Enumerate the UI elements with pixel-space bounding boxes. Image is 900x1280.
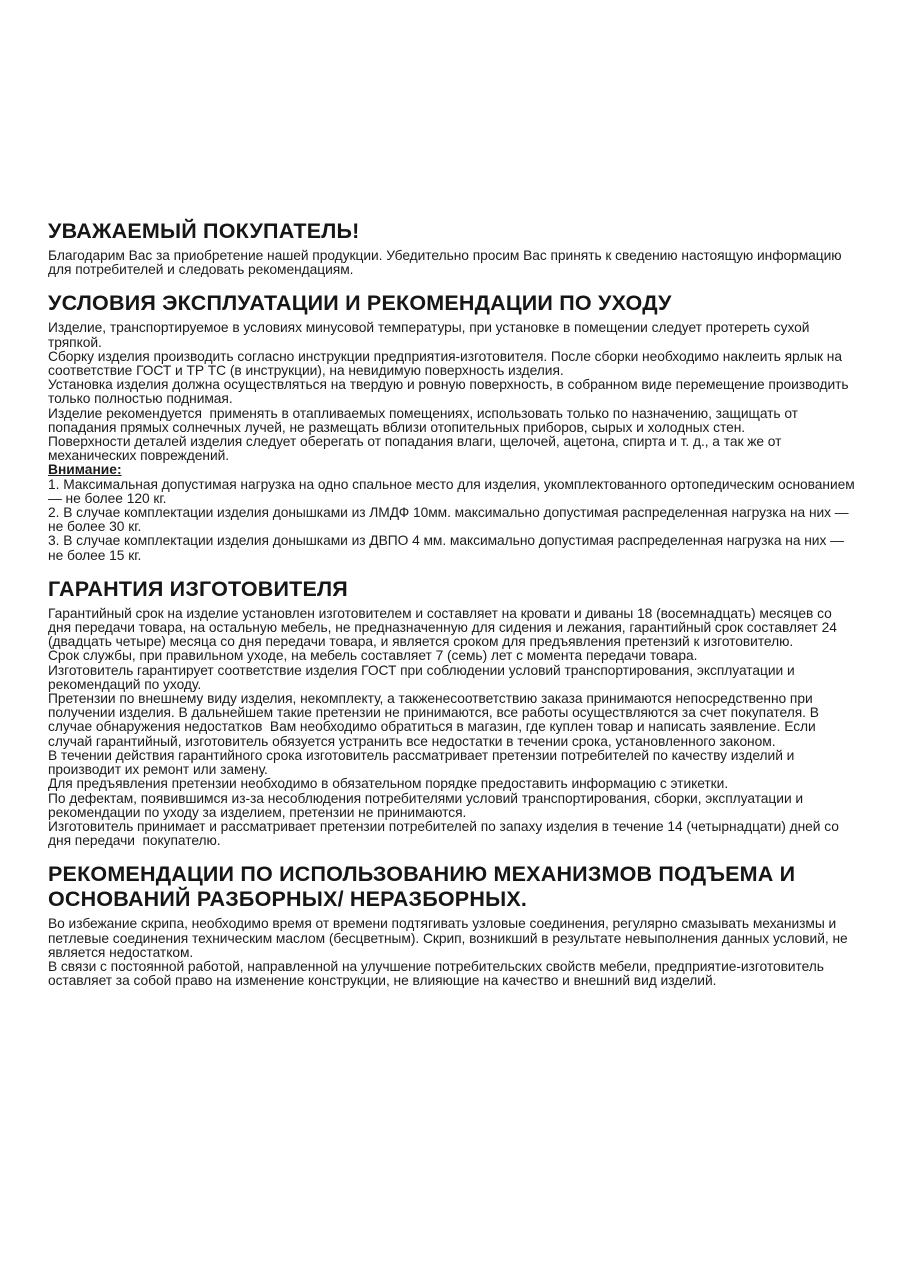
lifting-mechanisms-heading: РЕКОМЕНДАЦИИ ПО ИСПОЛЬЗОВАНИЮ МЕХАНИЗМОВ ПОДЪЕМА И ОСНОВАНИЙ РАЗБОРНЫХ/ НЕРАЗБОРНЫХ.	[48, 862, 796, 912]
paragraph: Установка изделия должна осуществляться на твердую и ровную поверхность, в собранном виде перемещение производить только полностью поднимая.	[48, 377, 853, 407]
operating-conditions-heading: УСЛОВИЯ ЭКСПЛУАТАЦИИ И РЕКОМЕНДАЦИИ ПО УХОДУ	[48, 291, 672, 316]
paragraph: Во избежание скрипа, необходимо время от времени подтягивать узловые соединения, регулярно смазывать механизмы и петлевые соединения техническим маслом (бесцветным). Скрип, возникший в результате невыполнения данных условий, не является недостатком.	[48, 916, 852, 960]
attention-label: Внимание:	[48, 462, 122, 478]
attention-item: 2. В случае комплектации изделия донышками из ЛМДФ 10мм. максимально допустимая распределенная нагрузка на них — не более 30 кг.	[48, 505, 853, 535]
paragraph: Для предъявления претензии необходимо в обязательном порядке предоставить информацию с этикетки.	[48, 776, 729, 792]
paragraph: Претензии по внешнему виду изделия, некомплекту, а такженесоответствию заказа принимаются непосредственно при получении изделия. В дальнейшем такие претензии не принимаются, все работы осуществляются за счет покупателя. В случае обнаружения недостатков Вам необходимо обратиться в магазин, где куплен товар и написать заявление. Если случай гарантийный, изготовитель обязуется устранить все недостатки в течении срока, установленного законом.	[48, 691, 823, 749]
paragraph: Изготовитель принимает и рассматривает претензии потребителей по запаху изделия в течение 14 (четырнадцати) дней со дня передачи покупателю.	[48, 818, 843, 849]
attention-item: 3. В случае комплектации изделия донышками из ДВПО 4 мм. максимально допустимая распределенная нагрузка на них — не более 15 кг.	[48, 533, 848, 563]
paragraph: Изготовитель гарантирует соответствие изделия ГОСТ при соблюдении условий транспортирования, эксплуатации и рекомендаций по уходу.	[48, 662, 799, 692]
manufacturer-warranty-heading: ГАРАНТИЯ ИЗГОТОВИТЕЛЯ	[48, 576, 348, 601]
paragraph: Изделие рекомендуется применять в отапливаемых помещениях, использовать только по назначению, защищать от попадания прямых солнечных лучей, не размещать вблизи отопительных приборов, сырых и холодных стен.	[48, 405, 802, 435]
paragraph: По дефектам, появившимся из-за несоблюдения потребителями условий транспортирования, сборки, эксплуатации и рекомендации по уходу за изделием, претензии не принимаются.	[48, 790, 807, 820]
section-manufacturer-warranty	[48, 577, 856, 848]
paragraph: Поверхности деталей изделия следует оберегать от попадания влаги, щелочей, ацетона, спирта и т. д., а так же от механических повреждений.	[48, 434, 786, 464]
paragraph: Сборку изделия производить согласно инструкции предприятия-изготовителя. После сборки необходимо наклеить ярлык на соответствие ГОСТ и ТР ТС (в инструкции), на невидимую поверхность изделия.	[48, 348, 846, 379]
attention-item: 1. Максимальная допустимая нагрузка на одно спальное место для изделия, укомплектованного ортопедическим основанием — не более 120 кг.	[48, 476, 859, 506]
paragraph: Изделие, транспортируемое в условиях минусовой температуры, при установке в помещении следует протереть сухой тряпкой.	[48, 320, 814, 350]
section-operating-conditions	[48, 291, 859, 563]
dear-customer-heading: УВАЖАЕМЫЙ ПОКУПАТЕЛЬ!	[48, 219, 360, 243]
paragraph: Благодарим Вас за приобретение нашей продукции. Убедительно просим Вас принять к сведению настоящую информацию для потребителей и следовать рекомендациям.	[48, 248, 846, 278]
paragraph: Гарантийный срок на изделие установлен изготовителем и составляет на кровати и диваны 18 (восемнадцать) месяцев со дня передачи товара, на остальную мебель, не предназначенную для сидения и лежания, гарантийный срок составляет 24 (двадцать четыре) месяца со дня передачи товара, и является сроком для предъявления претензий к изготовителю.	[48, 605, 841, 650]
paragraph: В связи с постоянной работой, направленной на улучшение потребительских свойств мебели, предприятие-изготовитель оставляет за собой право на изменение конструкции, не влияющие на качество и внешний вид изделий.	[48, 958, 828, 989]
paragraph: Срок службы, при правильном уходе, на мебель составляет 7 (семь) лет с момента передачи товара.	[48, 648, 698, 664]
section-dear-customer	[48, 219, 856, 277]
paragraph: В течении действия гарантийного срока изготовитель рассматривает претензии потребителей по качеству изделий и производит их ремонт или замену.	[48, 747, 799, 778]
section-lifting-mechanisms-recommendations	[48, 862, 856, 988]
